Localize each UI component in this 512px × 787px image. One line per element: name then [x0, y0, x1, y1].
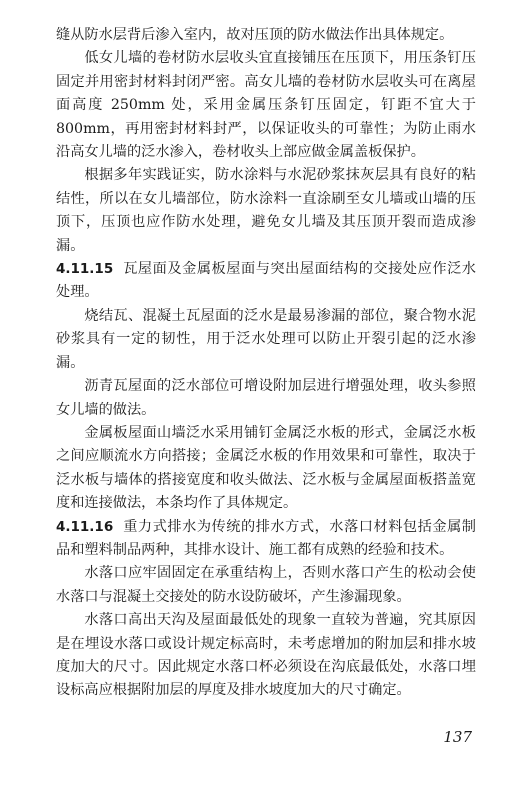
paragraph: 低女儿墙的卷材防水层收头宜直接铺压在压顶下，用压条钉压固定并用密封材料封闭严密。高女儿墙的卷材防水层收头可在离屋面高度 250mm 处，采用金属压条钉压固定，钉距不宜大于 800mm，再用密封材料封严，以保证收头的可靠性；为防止雨水沿高女儿墙的泛水渗入，卷材收头上部应做金属盖板保护。	[56, 50, 476, 161]
paragraph: 根据多年实践证实，防水涂料与水泥砂浆抹灰层具有良好的粘结性，所以在女儿墙部位，防水涂料一直涂刷至女儿墙或山墙的压顶下，压顶也应作防水处理，避免女儿墙及其压顶开裂而造成渗漏。	[56, 167, 476, 254]
section-text: 瓦屋面及金属板屋面与突出屋面结构的交接处应作泛水处理。	[56, 261, 476, 301]
section-number: 4.11.15	[56, 261, 114, 278]
paragraph: 水落口应牢固固定在承重结构上，否则水落口产生的松动会使水落口与混凝土交接处的防水设防破坏，产生渗漏现象。	[56, 565, 476, 605]
section-number: 4.11.16	[56, 518, 114, 535]
paragraph: 水落口高出天沟及屋面最低处的现象一直较为普遍，究其原因是在埋设水落口或设计规定标高时，未考虑增加的附加层和排水坡度加大的尺寸。因此规定水落口杯必须设在沟底最低处，水落口埋设标高应根据附加层的厚度及排水坡度加大的尺寸确定。	[56, 612, 476, 699]
page-number: 137	[443, 728, 472, 746]
paragraph: 烧结瓦、混凝土瓦屋面的泛水是最易渗漏的部位，聚合物水泥砂浆具有一定的韧性，用于泛水处理可以防止开裂引起的泛水渗漏。	[56, 307, 476, 371]
section-clause	[56, 516, 476, 563]
document-body	[56, 24, 476, 703]
section-text: 重力式排水为传统的排水方式，水落口材料包括金属制品和塑料制品两种，其排水设计、施工都有成熟的经验和技术。	[56, 518, 476, 558]
paragraph: 沥青瓦屋面的泛水部位可增设附加层进行增强处理，收头参照女儿墙的做法。	[56, 378, 476, 418]
paragraph-continuation: 缝从防水层背后渗入室内，故对压顶的防水做法作出具体规定。	[56, 27, 454, 43]
paragraph: 金属板屋面山墙泛水采用铺钉金属泛水板的形式，金属泛水板之间应顺流水方向搭接；金属泛水板的作用效果和可靠性，取决于泛水板与墙体的搭接宽度和收头做法、泛水板与金属屋面板搭盖宽度和连接做法，本条均作了具体规定。	[56, 424, 476, 512]
section-clause	[56, 258, 476, 305]
